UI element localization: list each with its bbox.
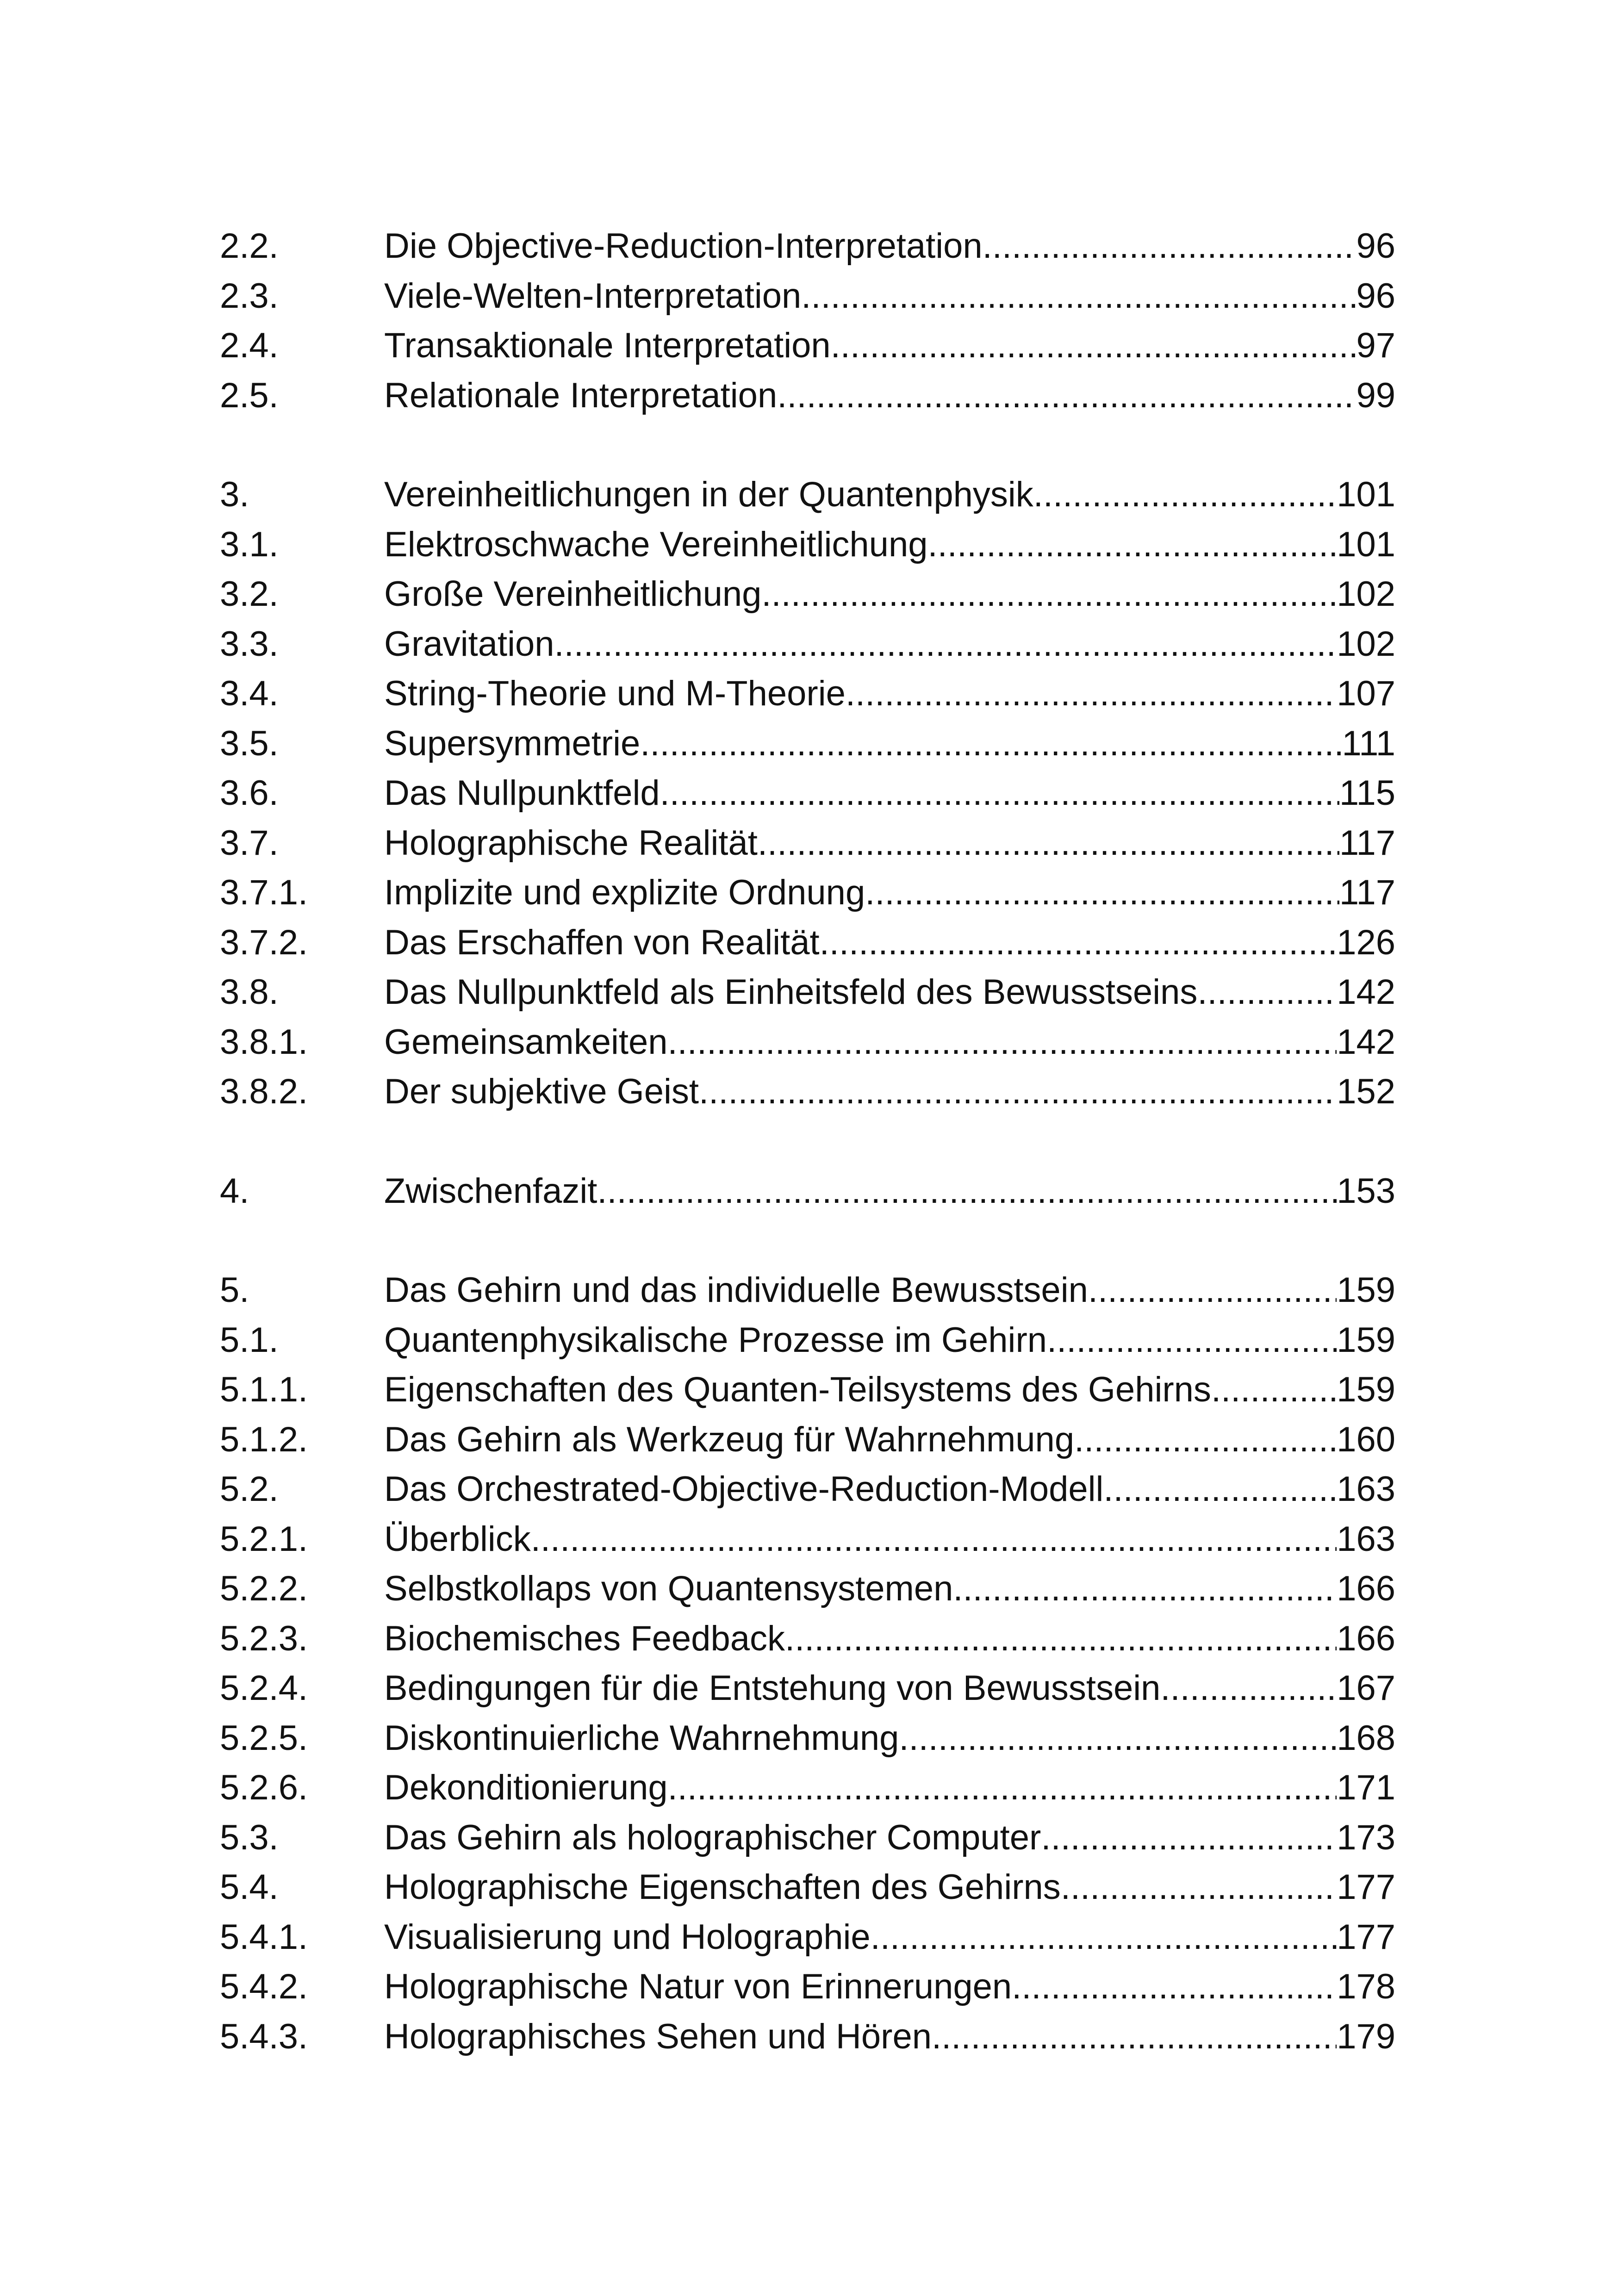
toc-dot-leader xyxy=(640,719,1342,769)
toc-section-group xyxy=(220,470,1395,1117)
toc-entry-page-number: 102 xyxy=(1337,624,1395,664)
toc-entry-title: Quantenphysikalische Prozesse im Gehirn xyxy=(384,1320,1047,1360)
toc-entry-title: Vereinheitlichungen in der Quantenphysik xyxy=(384,475,1033,514)
toc-entry xyxy=(220,1067,1395,1117)
table-of-contents xyxy=(220,221,1395,2111)
toc-entry xyxy=(220,1713,1395,1763)
toc-dot-leader xyxy=(820,918,1337,968)
toc-entry xyxy=(220,1813,1395,1863)
toc-entry-title: Das Gehirn als Werkzeug für Wahrnehmung xyxy=(384,1419,1075,1459)
toc-entry-page-number: 173 xyxy=(1337,1817,1395,1857)
toc-dot-leader xyxy=(1160,1663,1337,1713)
toc-entry-title: Relationale Interpretation xyxy=(384,375,778,415)
toc-entry-title: Biochemisches Feedback xyxy=(384,1618,785,1658)
toc-entry-title: Transaktionale Interpretation xyxy=(384,326,831,365)
toc-entry-title: Das Erschaffen von Realität xyxy=(384,922,820,962)
toc-entry-number: 5.4. xyxy=(220,1867,279,1907)
toc-entry-number: 3.8.2. xyxy=(220,1072,308,1111)
toc-dot-leader xyxy=(531,1514,1337,1564)
toc-entry-number: 3.2. xyxy=(220,574,279,614)
toc-entry-page-number: 159 xyxy=(1337,1320,1395,1360)
toc-entry xyxy=(220,669,1395,719)
toc-dot-leader xyxy=(1197,967,1337,1017)
toc-entry-page-number: 159 xyxy=(1337,1370,1395,1409)
toc-entry-number: 5.3. xyxy=(220,1817,279,1857)
toc-entry xyxy=(220,818,1395,868)
toc-entry-number: 3.6. xyxy=(220,773,279,813)
toc-entry-title: Das Nullpunktfeld als Einheitsfeld des Bewusstseins xyxy=(384,972,1198,1012)
toc-dot-leader xyxy=(660,768,1339,818)
toc-entry xyxy=(220,221,1395,271)
toc-dot-leader xyxy=(699,1067,1337,1117)
toc-entry xyxy=(220,271,1395,321)
toc-entry-title: Holographische Eigenschaften des Gehirns xyxy=(384,1867,1061,1907)
toc-entry-title: Dekonditionierung xyxy=(384,1768,668,1807)
toc-entry-number: 5.2.4. xyxy=(220,1668,308,1708)
toc-dot-leader xyxy=(1047,1315,1337,1365)
toc-entry xyxy=(220,1962,1395,2012)
toc-entry-page-number: 111 xyxy=(1342,723,1395,763)
toc-entry xyxy=(220,1365,1395,1415)
toc-entry xyxy=(220,2012,1395,2062)
toc-entry-page-number: 107 xyxy=(1337,674,1395,713)
toc-entry-title: Das Gehirn als holographischer Computer xyxy=(384,1817,1041,1857)
toc-entry-number: 3.3. xyxy=(220,624,279,664)
toc-dot-leader xyxy=(1012,1962,1337,2012)
toc-entry-page-number: 160 xyxy=(1337,1419,1395,1459)
toc-entry-number: 5.4.1. xyxy=(220,1917,308,1957)
toc-entry-number: 3.1. xyxy=(220,524,279,564)
toc-section-group xyxy=(220,1166,1395,1216)
toc-entry-page-number: 117 xyxy=(1339,873,1395,912)
toc-entry-page-number: 96 xyxy=(1356,276,1395,316)
toc-entry-number: 5.1.2. xyxy=(220,1419,308,1459)
toc-entry-page-number: 178 xyxy=(1337,1967,1395,2006)
toc-entry-title: Supersymmetrie xyxy=(384,723,641,763)
toc-section-group xyxy=(220,1265,1395,2061)
toc-entry-number: 3.7. xyxy=(220,823,279,863)
toc-entry-title: Implizite und explizite Ordnung xyxy=(384,873,865,912)
toc-entry-page-number: 102 xyxy=(1337,574,1395,614)
toc-entry-page-number: 99 xyxy=(1356,375,1395,415)
toc-entry xyxy=(220,967,1395,1017)
toc-dot-leader xyxy=(846,669,1337,719)
toc-entry-number: 3.4. xyxy=(220,674,279,713)
toc-entry-page-number: 166 xyxy=(1337,1618,1395,1658)
toc-entry-number: 5.2.1. xyxy=(220,1519,308,1559)
toc-dot-leader xyxy=(871,1912,1337,1962)
toc-dot-leader xyxy=(831,321,1357,371)
toc-entry-page-number: 177 xyxy=(1337,1917,1395,1957)
toc-entry-page-number: 171 xyxy=(1337,1768,1395,1807)
toc-entry-page-number: 115 xyxy=(1339,773,1395,813)
toc-dot-leader xyxy=(1074,1415,1337,1465)
toc-entry xyxy=(220,520,1395,570)
toc-entry xyxy=(220,371,1395,421)
toc-entry-title: Holographische Natur von Erinnerungen xyxy=(384,1967,1012,2006)
toc-entry-title: Visualisierung und Holographie xyxy=(384,1917,871,1957)
toc-entry xyxy=(220,1166,1395,1216)
toc-entry-title: Das Gehirn und das individuelle Bewusstsein xyxy=(384,1270,1088,1310)
toc-entry xyxy=(220,1912,1395,1962)
toc-entry-page-number: 101 xyxy=(1337,524,1395,564)
toc-entry xyxy=(220,1464,1395,1514)
toc-entry-number: 5.2.3. xyxy=(220,1618,308,1658)
toc-entry-title: Das Nullpunktfeld xyxy=(384,773,660,813)
toc-entry-title: Das Orchestrated-Objective-Reduction-Modell xyxy=(384,1469,1104,1509)
toc-entry xyxy=(220,918,1395,968)
toc-entry xyxy=(220,1514,1395,1564)
toc-entry-number: 5.4.2. xyxy=(220,1967,308,2006)
toc-entry-page-number: 163 xyxy=(1337,1519,1395,1559)
toc-section-group xyxy=(220,221,1395,420)
toc-dot-leader xyxy=(899,1713,1337,1763)
toc-entry xyxy=(220,1614,1395,1664)
toc-entry-page-number: 167 xyxy=(1337,1668,1395,1708)
toc-entry-page-number: 152 xyxy=(1337,1072,1395,1111)
toc-entry-number: 2.3. xyxy=(220,276,279,316)
toc-entry-title: Große Vereinheitlichung xyxy=(384,574,762,614)
toc-entry-number: 5.1.1. xyxy=(220,1370,308,1409)
toc-entry-page-number: 96 xyxy=(1356,226,1395,266)
toc-dot-leader xyxy=(1033,470,1337,520)
toc-entry-page-number: 163 xyxy=(1337,1469,1395,1509)
toc-dot-leader xyxy=(668,1017,1337,1067)
toc-dot-leader xyxy=(1103,1464,1337,1514)
toc-entry xyxy=(220,470,1395,520)
toc-entry-number: 5. xyxy=(220,1270,249,1310)
toc-entry-page-number: 166 xyxy=(1337,1569,1395,1608)
toc-entry-number: 2.4. xyxy=(220,326,279,365)
toc-entry-number: 2.2. xyxy=(220,226,279,266)
toc-dot-leader xyxy=(761,569,1337,619)
toc-entry-page-number: 117 xyxy=(1339,823,1395,863)
toc-entry-number: 3.7.1. xyxy=(220,873,308,912)
toc-entry-page-number: 142 xyxy=(1337,1022,1395,1062)
toc-entry xyxy=(220,1564,1395,1614)
toc-entry-title: Diskontinuierliche Wahrnehmung xyxy=(384,1718,899,1758)
toc-entry xyxy=(220,1415,1395,1465)
toc-dot-leader xyxy=(927,520,1337,570)
toc-entry-title: Eigenschaften des Quanten-Teilsystems des Gehirns xyxy=(384,1370,1211,1409)
toc-entry-page-number: 101 xyxy=(1337,475,1395,514)
toc-entry-page-number: 97 xyxy=(1356,326,1395,365)
toc-entry-title: Holographische Realität xyxy=(384,823,758,863)
toc-entry-title: Gemeinsamkeiten xyxy=(384,1022,668,1062)
toc-entry-number: 3.5. xyxy=(220,723,279,763)
toc-dot-leader xyxy=(983,221,1357,271)
toc-entry xyxy=(220,768,1395,818)
toc-entry xyxy=(220,569,1395,619)
toc-dot-leader xyxy=(785,1614,1337,1664)
toc-entry-title: Gravitation xyxy=(384,624,554,664)
toc-dot-leader xyxy=(777,371,1356,421)
toc-entry-number: 2.5. xyxy=(220,375,279,415)
toc-entry xyxy=(220,321,1395,371)
toc-entry-page-number: 168 xyxy=(1337,1718,1395,1758)
toc-dot-leader xyxy=(1061,1862,1337,1912)
toc-entry-title: String-Theorie und M-Theorie xyxy=(384,674,846,713)
toc-entry-title: Überblick xyxy=(384,1519,531,1559)
toc-dot-leader xyxy=(865,868,1339,918)
toc-entry-title: Die Objective-Reduction-Interpretation xyxy=(384,226,983,266)
toc-entry-number: 5.2.6. xyxy=(220,1768,308,1807)
toc-entry-number: 3.8.1. xyxy=(220,1022,308,1062)
toc-dot-leader xyxy=(554,619,1337,669)
toc-entry-number: 5.2. xyxy=(220,1469,279,1509)
toc-entry-page-number: 179 xyxy=(1337,2016,1395,2056)
toc-entry xyxy=(220,1017,1395,1067)
toc-dot-leader xyxy=(758,818,1339,868)
toc-entry xyxy=(220,1663,1395,1713)
toc-entry-page-number: 126 xyxy=(1337,922,1395,962)
toc-dot-leader xyxy=(801,271,1356,321)
toc-entry-number: 4. xyxy=(220,1171,249,1211)
toc-dot-leader xyxy=(597,1166,1337,1216)
toc-entry-title: Elektroschwache Vereinheitlichung xyxy=(384,524,928,564)
toc-dot-leader xyxy=(953,1564,1337,1614)
toc-entry-number: 5.2.2. xyxy=(220,1569,308,1608)
toc-entry-title: Der subjektive Geist xyxy=(384,1072,699,1111)
toc-dot-leader xyxy=(1088,1265,1337,1315)
toc-entry-page-number: 142 xyxy=(1337,972,1395,1012)
toc-entry xyxy=(220,1315,1395,1365)
toc-entry-title: Bedingungen für die Entstehung von Bewusstsein xyxy=(384,1668,1161,1708)
toc-entry-number: 5.4.3. xyxy=(220,2016,308,2056)
toc-entry-page-number: 159 xyxy=(1337,1270,1395,1310)
toc-dot-leader xyxy=(1211,1365,1337,1415)
toc-entry-title: Viele-Welten-Interpretation xyxy=(384,276,802,316)
toc-entry-title: Selbstkollaps von Quantensystemen xyxy=(384,1569,953,1608)
toc-entry-number: 3.8. xyxy=(220,972,279,1012)
toc-entry-number: 3. xyxy=(220,475,249,514)
toc-dot-leader xyxy=(1041,1813,1337,1863)
toc-dot-leader xyxy=(932,2012,1337,2062)
toc-entry xyxy=(220,1265,1395,1315)
toc-entry xyxy=(220,868,1395,918)
toc-entry-title: Holographisches Sehen und Hören xyxy=(384,2016,932,2056)
toc-entry xyxy=(220,1763,1395,1813)
toc-entry-number: 5.2.5. xyxy=(220,1718,308,1758)
toc-entry-title: Zwischenfazit xyxy=(384,1171,597,1211)
toc-entry-number: 3.7.2. xyxy=(220,922,308,962)
toc-entry-page-number: 177 xyxy=(1337,1867,1395,1907)
toc-entry-number: 5.1. xyxy=(220,1320,279,1360)
toc-entry xyxy=(220,1862,1395,1912)
toc-entry xyxy=(220,619,1395,669)
toc-entry-page-number: 153 xyxy=(1337,1171,1395,1211)
toc-entry xyxy=(220,719,1395,769)
toc-dot-leader xyxy=(668,1763,1337,1813)
